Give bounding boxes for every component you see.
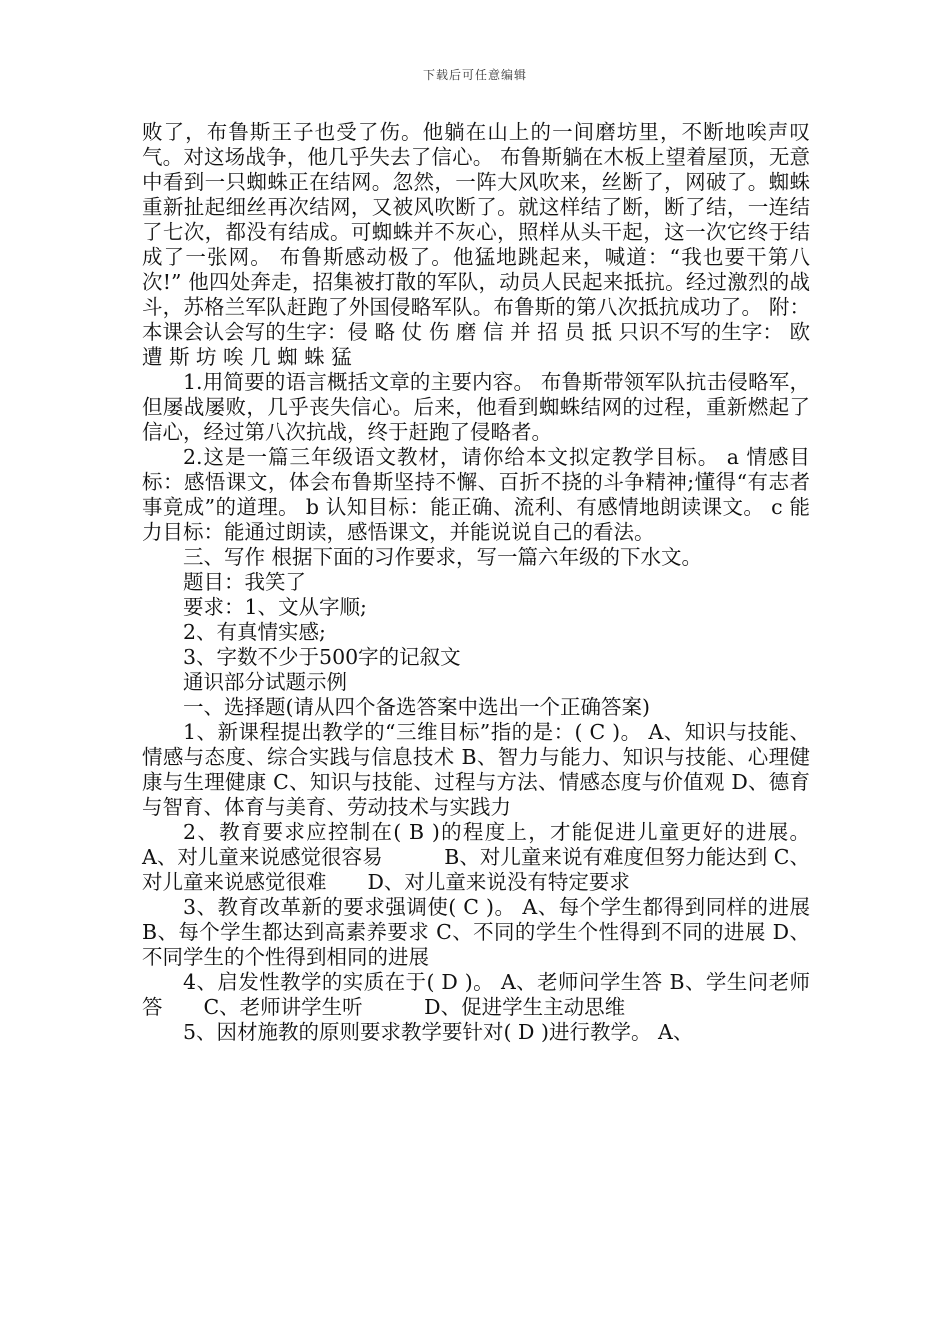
paragraph-question-1: 1.用简要的语言概括文章的主要内容。 布鲁斯带领军队抗击侵略军，但屡战屡败，几乎丧失信心。后来，他看到蜘蛛结网的过程，重新燃起了信心，经过第八次抗战，终于赶跑了侵略者。 [142, 370, 810, 444]
paragraph-choice-4: 4、启发性教学的实质在于( D )。 A、老师问学生答 B、学生问老师答 C、老师讲学生听 D、促进学生主动思维 [142, 970, 810, 1019]
paragraph-writing-title: 题目：我笑了 [183, 570, 306, 594]
paragraph-story: 败了，布鲁斯王子也受了伤。他躺在山上的一间磨坊里，不断地唉声叹气。对这场战争，他几乎失去了信心。 布鲁斯躺在木板上望着屋顶，无意中看到一只蜘蛛正在结网。忽然，一阵大风吹来，丝断了，网破了。蜘蛛重新扯起细丝再次结网，又被风吹断了。就这样结了断，断了结，一连结了七次，都没有结成。可蜘蛛并不灰心，照样从头干起，这一次它终于结成了一张网。 布鲁斯感动极了。他猛地跳起来，喊道：“我也要干第八次!” 他四处奔走，招集被打散的军队，动员人民起来抵抗。经过激烈的战斗，苏格兰军队赶跑了外国侵略军队。布鲁斯的第八次抵抗成功了。 附：本课会认会写的生字：侵 略 仗 伤 磨 信 并 招 员 抵 只识不写的生字： 欧 遭 斯 坊 唉 几 蜘 蛛 猛 [142, 120, 810, 369]
paragraph-question-2: 2.这是一篇三年级语文教材，请你给本文拟定教学目标。 a 情感目标：感悟课文，体会布鲁斯坚持不懈、百折不挠的斗争精神;懂得“有志者事竟成”的道理。 b 认知目标：能正确、流利、有感情地朗读课文。 c 能力目标：能通过朗读，感悟课文，并能说说自己的看法。 [142, 445, 810, 544]
paragraph-requirement-1: 要求：1、文从字顺; [183, 595, 367, 619]
paragraph-requirement-2: 2、有真情实感; [183, 620, 326, 644]
paragraph-choice-3: 3、教育改革新的要求强调使( C )。 A、每个学生都得到同样的进展 B、每个学生都达到高素养要求 C、不同的学生个性得到不同的进展 D、不同学生的个性得到相同的进展 [142, 895, 810, 969]
paragraph-section-heading: 通识部分试题示例 [183, 670, 347, 694]
document-body [142, 120, 810, 1045]
paragraph-writing-heading: 三、写作 根据下面的习作要求，写一篇六年级的下水文。 [183, 545, 703, 569]
paragraph-choice-5: 5、因材施教的原则要求教学要针对( D )进行教学。 A、 [183, 1020, 694, 1044]
paragraph-choice-1: 1、新课程提出教学的“三维目标”指的是：( C )。 A、知识与技能、情感与态度、综合实践与信息技术 B、智力与能力、知识与技能、心理健康与生理健康 C、知识与技能、过程与方法、情感态度与价值观 D、德育与智育、体育与美育、劳动技术与实践力 [142, 720, 810, 819]
paragraph-choice-heading: 一、选择题(请从四个备选答案中选出一个正确答案) [183, 695, 650, 719]
paragraph-choice-2: 2、教育要求应控制在( B )的程度上，才能促进儿童更好的进展。 A、对儿童来说感觉很容易 B、对儿童来说有难度但努力能达到 C、对儿童来说感觉很难 D、对儿童来说没有特定要求 [142, 820, 810, 894]
page-header: 下载后可任意编辑 [422, 68, 527, 82]
paragraph-requirement-3: 3、字数不少于500字的记叙文 [183, 645, 461, 669]
